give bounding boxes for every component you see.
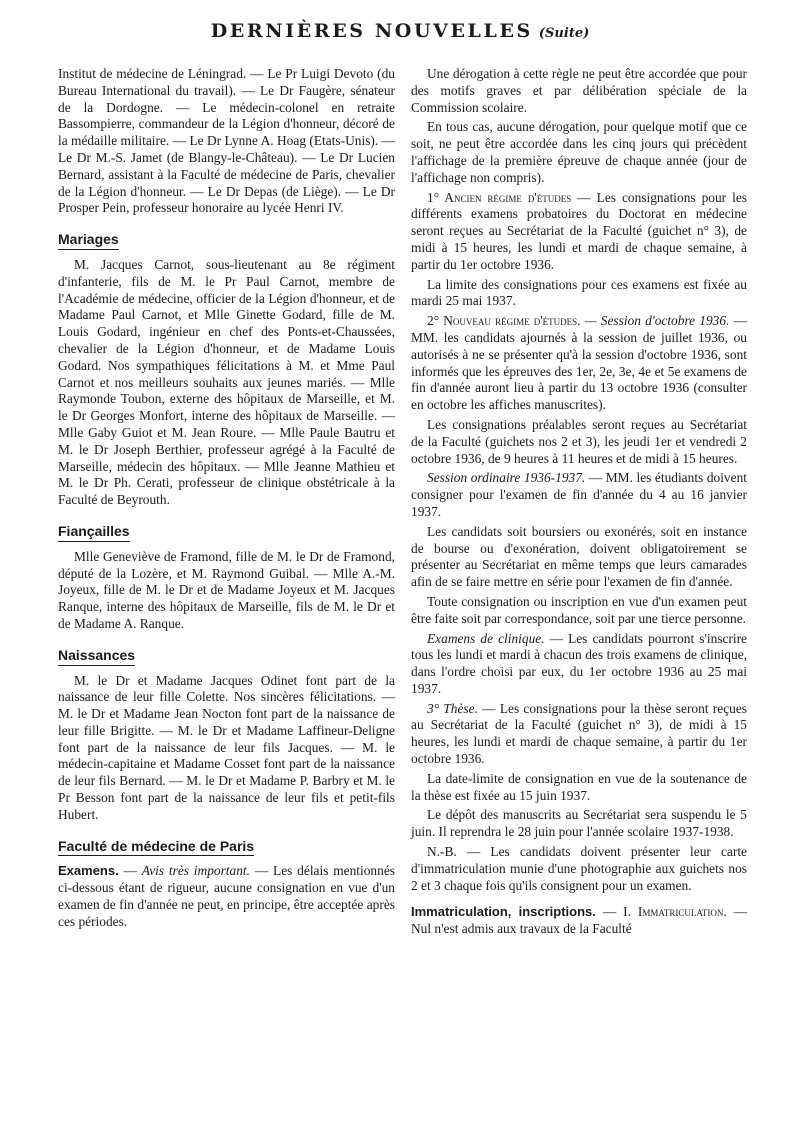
correspondance-paragraph: Toute consignation ou inscription en vue d'un examen peut être faite soit par correspondance, soit par une tierce personne. bbox=[411, 593, 747, 626]
ancien-regime-heading: 1° Ancien régime d'études bbox=[427, 189, 572, 205]
derogation-paragraph: Une dérogation à cette règle ne peut être accordée que pour des motifs graves et par délibération spéciale de la Commission scolaire. bbox=[411, 66, 747, 115]
nb-paragraph: N.-B. — Les candidats doivent présenter leur carte d'immatriculation munie d'une photographie aux guichets nos 2 et 3 chaque fois qu'ils consignent pour un examen. bbox=[411, 844, 747, 893]
nouveau-regime-heading: 2° Nouveau régime d'études. bbox=[427, 313, 581, 329]
immatriculation-paragraph: Immatriculation, inscriptions. — I. Immatriculation. — Nul n'est admis aux travaux de la Faculté bbox=[411, 904, 748, 937]
naissances-heading: Naissances bbox=[58, 647, 395, 666]
intro-paragraph: Institut de médecine de Léningrad. — Le Pr Luigi Devoto (du Bureau International du travail). — Le Dr Faugère, sénateur de la Dordogne. — Le médecin-colonel en retraite Bassompierre, commandeur de la Légion d'honneur, décoré de la médaille militaire. — Le Dr Lynne A. Hoag (Etats-Unis). — Le Dr M.-S. Jamet (de Blangy-le-Château). — Le Dr Lucien Bernard, assistant à la Faculté de médecine de Paris, chevalier de la Légion d'honneur. — Le Dr Depas (de Liège). — Le Dr Prosper Pein, professeur honoraire au lycée Henri IV. bbox=[58, 66, 395, 216]
right-column bbox=[411, 66, 747, 938]
session-ordinaire-paragraph: Session ordinaire 1936-1937. — MM. les étudiants doivent consigner pour l'examen de fin d'année du 4 au 16 janvier 1937. bbox=[411, 470, 747, 519]
immatriculation-label: Immatriculation, inscriptions. bbox=[411, 904, 596, 920]
mariages-text: M. Jacques Carnot, sous-lieutenant au 8e régiment d'infanterie, fils de M. le Pr Paul Carnot, membre de l'Académie de médecine, officier de la Légion d'honneur, et de Madame Paul Carnot, et Mlle Ginette Godard, fille de M. Louis Godard, ingénieur en chef des Ponts-et-Chaussées, chevalier de la Légion d'honneur, et de Madame Louis Godard. Nos sympathiques félicitations à M. et Mme Paul Carnot et nos meilleurs souhaits aux jeunes mariés. — Mlle Raymonde Toubon, externe des hôpitaux de Marseille, et M. le Dr Georges Monfort, interne des hôpitaux de Marseille. — Mlle Gaby Guiot et M. Jean Roure. — Mlle Paule Bautru et M. le Dr Joseph Berthier, professeur agrégé à la Faculté de Marseille, médecin des hôpitaux. — Mlle Jeanne Mathieu et M. le Dr Ph. Cerati, professeur de clinique obstétricale à la Faculté de Beyrouth. bbox=[58, 256, 395, 508]
boursiers-paragraph: Les candidats soit boursiers ou exonérés, soit en instance de bourse ou d'exonération, doivent obligatoirement se présenter au Secrétariat en même temps que leurs camarades afin de se faire mettre en série pour l'examen de fin d'année. bbox=[411, 523, 747, 590]
session-ordinaire-heading: Session ordinaire 1936-1937. bbox=[427, 470, 586, 486]
masthead-title: DERNIÈRES NOUVELLES bbox=[210, 20, 533, 42]
fiancailles-text: Mlle Geneviève de Framond, fille de M. le Dr de Framond, député de la Lozère, et M. Raymond Guibal. — Mlle A.-M. Joyeux, fille de M. le Dr et de Madame Joyeux et M. Jacques Ranque, interne des hôpitaux de Marseille, fils de M. le Dr et de Madame A. Ranque. bbox=[58, 548, 395, 631]
faculte-heading: Faculté de médecine de Paris bbox=[58, 838, 395, 857]
nouveau-regime-paragraph: 2° Nouveau régime d'études. — Session d'octobre 1936. — MM. les candidats ajournés à la session de juillet 1936, ou autorisés à ne se présenter qu'à la session d'octobre 1936, sont informés que les épreuves des 1er, 2e, 3e, 4e et 5e examens de fin d'année auront lieu à partir du 13 octobre 1936 (consulter en octobre les affiches manuscrites). bbox=[411, 313, 747, 413]
date-limite-paragraph: La date-limite de consignation en vue de la soutenance de la thèse est fixée au 15 juin 1937. bbox=[411, 770, 747, 803]
examens-paragraph: Examens. — Avis très important. — Les délais mentionnés ci-dessous étant de rigueur, aucune consignation en vue d'un examen de fin d'année ne peut, en principe, être acceptée après ces périodes. bbox=[58, 863, 395, 929]
clinique-heading: Examens de clinique. bbox=[427, 630, 545, 646]
masthead-suite: (Suite) bbox=[538, 26, 590, 41]
clinique-paragraph: Examens de clinique. — Les candidats pourront s'inscrire tous les lundi et mardi à chacun des trois examens de clinique, dans l'ordre choisi par eux, du 1er octobre 1936 au 25 mai 1937. bbox=[411, 630, 748, 696]
fiancailles-heading: Fiançailles bbox=[58, 523, 395, 542]
examens-label: Examens. bbox=[58, 863, 119, 879]
these-paragraph: 3° Thèse. — Les consignations pour la thèse seront reçues au Secrétariat de la Faculté (guichet n° 3), de midi à 15 heures, les lundi et mardi de chaque semaine, à partir du 1er octobre 1936. bbox=[411, 700, 747, 767]
mariages-heading: Mariages bbox=[58, 231, 395, 250]
examens-subhead: Avis très important. bbox=[141, 863, 250, 879]
examens-text: — Les délais mentionnés ci-dessous étant de rigueur, aucune consignation en vue d'un examen de fin d'année ne peut, en principe, être acceptée après ces périodes. bbox=[58, 863, 395, 929]
naissances-text: M. le Dr et Madame Jacques Odinet font part de la naissance de leur fille Colette. Nos sincères félicitations. — M. le Dr et Madame Jean Nocton font part de la naissance de leur fille Brigitte. — M. le Dr et Madame Laffineur-Deligne font part de la naissance de leur fils Jacques. — M. le médecin-capitaine et Madame Cosset font part de la naissance de leur fils Bernard. — M. le Dr et Madame P. Barbry et M. le Pr Besson font part de la naissance de leur fils et petit-fils Hubert. bbox=[58, 672, 395, 822]
tous-cas-paragraph: En tous cas, aucune dérogation, pour quelque motif que ce soit, ne peut être accordée dans les cinq jours qui précèdent l'affichage de la première épreuve de chaque année (jour de l'affichage non compris). bbox=[411, 119, 747, 185]
limite-paragraph: La limite des consignations pour ces examens est fixée au mardi 25 mai 1937. bbox=[411, 276, 747, 309]
left-column bbox=[58, 66, 395, 931]
depot-paragraph: Le dépôt des manuscrits au Secrétariat sera suspendu le 5 juin. Il reprendra le 28 juin pour l'année scolaire 1937-1938. bbox=[411, 807, 747, 840]
these-heading: 3° Thèse. bbox=[427, 700, 478, 716]
ancien-regime-paragraph: 1° Ancien régime d'études — Les consignations pour les différents examens probatoires du Doctorat en médecine seront reçues au Secrétariat de la Faculté (guichet n° 3), de midi à 15 heures, les lundi et mardi de chaque semaine, à partir du 1er octobre 1936. bbox=[411, 189, 747, 272]
masthead bbox=[0, 20, 800, 42]
consignations-paragraph: Les consignations préalables seront reçues au Secrétariat de la Faculté (guichets nos 2 et 3), les jeudi 1er et vendredi 2 octobre 1936, de 9 heures à 11 heures et de midi à 15 heures. bbox=[411, 416, 747, 466]
